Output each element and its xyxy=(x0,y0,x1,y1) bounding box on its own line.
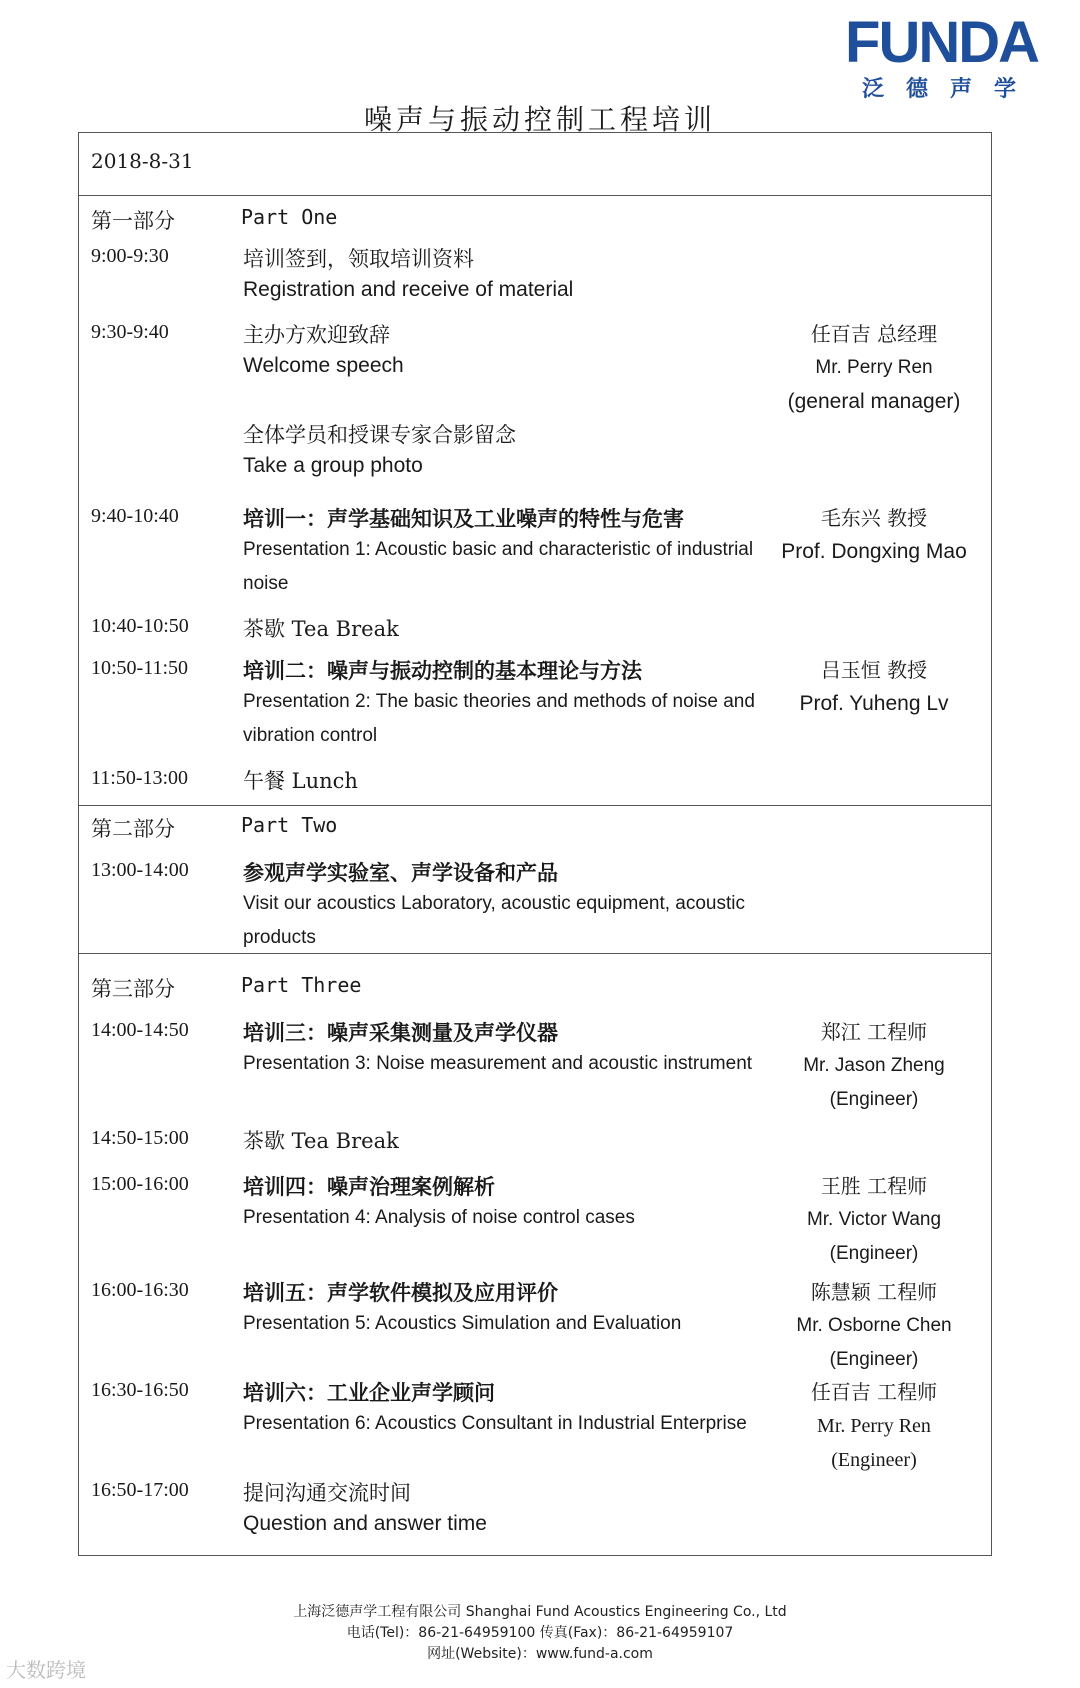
session-time: 15:00-16:00 xyxy=(91,1173,189,1195)
speaker-name-cn: 任百吉 工程师 xyxy=(810,1380,938,1404)
session-title-en: Presentation 1: Acoustic basic and characteristic of industrial noise xyxy=(243,539,754,594)
session-title-cn: 培训四：噪声治理案例解析 xyxy=(243,1174,495,1199)
session-time: 16:50-17:00 xyxy=(91,1479,189,1501)
speaker-role: (Engineer) xyxy=(829,1089,919,1110)
session-time: 14:50-15:00 xyxy=(91,1127,189,1149)
footer-phone: 电话(Tel)：86-21-64959100 传真(Fax)：86-21-64959107 xyxy=(346,1625,734,1641)
session-title-cn: 主办方欢迎致辞 xyxy=(243,323,390,347)
session-title-cn: 茶歇 Tea Break xyxy=(243,617,399,641)
part-two-cn: 第二部分 xyxy=(91,817,175,841)
divider xyxy=(79,805,991,806)
speaker xyxy=(769,1169,979,1271)
part-one-cn: 第一部分 xyxy=(91,209,175,233)
session-time: 10:40-10:50 xyxy=(91,615,189,637)
divider xyxy=(79,953,991,954)
session-title-en: Presentation 6: Acoustics Consultant in Industrial Enterprise xyxy=(243,1413,747,1434)
watermark: 大数跨境 xyxy=(6,1658,86,1682)
session-title-en: Presentation 5: Acoustics Simulation and Evaluation xyxy=(243,1313,682,1334)
session-title-cn: 培训签到，领取培训资料 xyxy=(243,247,474,271)
speaker-name-cn: 王胜 工程师 xyxy=(820,1174,928,1198)
session-title-en: Take a group photo xyxy=(243,454,423,477)
speaker-name-en: Mr. Jason Zheng xyxy=(803,1055,945,1076)
session-title-cn: 培训一：声学基础知识及工业噪声的特性与危害 xyxy=(243,506,684,531)
logo-wordmark: FUNDA xyxy=(845,10,1038,75)
speaker xyxy=(769,1015,979,1117)
footer-company: 上海泛德声学工程有限公司 Shanghai Fund Acoustics Engineering Co., Ltd xyxy=(293,1604,787,1620)
session-title-cn: 全体学员和授课专家合影留念 xyxy=(243,423,516,447)
divider xyxy=(79,195,991,196)
speaker-name-cn: 陈慧颖 工程师 xyxy=(810,1280,938,1304)
session-time: 9:40-10:40 xyxy=(91,505,179,527)
session-title-en: Presentation 4: Analysis of noise control cases xyxy=(243,1207,635,1228)
session-title-cn: 培训五：声学软件模拟及应用评价 xyxy=(243,1280,558,1305)
session-title-en: Registration and receive of material xyxy=(243,278,574,301)
speaker-name-cn: 任百吉 总经理 xyxy=(810,322,938,346)
session-title-en: Presentation 2: The basic theories and methods of noise and vibration control xyxy=(243,691,755,746)
funda-logo xyxy=(845,8,1038,102)
speaker-name-en: Mr. Osborne Chen xyxy=(796,1315,952,1336)
session-time: 14:00-14:50 xyxy=(91,1019,189,1041)
session-title-cn: 培训二：噪声与振动控制的基本理论与方法 xyxy=(243,658,642,683)
session-title-cn: 提问沟通交流时间 xyxy=(243,1481,411,1505)
speaker xyxy=(769,1375,979,1477)
session-title-cn: 参观声学实验室、声学设备和产品 xyxy=(243,860,558,885)
session-time: 11:50-13:00 xyxy=(91,767,189,789)
session-time: 9:00-9:30 xyxy=(91,245,169,267)
speaker xyxy=(769,317,979,419)
session-title-cn: 培训六：工业企业声学顾问 xyxy=(243,1380,495,1405)
session-title-cn: 午餐 Lunch xyxy=(243,769,358,793)
session-title-en: Question and answer time xyxy=(243,1512,487,1535)
speaker-name-en: Mr. Victor Wang xyxy=(806,1209,942,1230)
speaker-role: (Engineer) xyxy=(829,1349,919,1370)
page-title: 噪声与振动控制工程培训 xyxy=(363,103,716,136)
session-time: 16:00-16:30 xyxy=(91,1279,189,1301)
part-one-en: Part One xyxy=(241,205,338,229)
speaker-name-cn: 郑江 工程师 xyxy=(820,1020,928,1044)
footer-website[interactable]: 网址(Website)：www.fund-a.com xyxy=(427,1646,653,1662)
speaker-name-en: Prof. Dongxing Mao xyxy=(781,540,967,563)
logo-chinese: 泛德声学 xyxy=(861,77,1038,102)
session-title-en: Presentation 3: Noise measurement and acoustic instrument xyxy=(243,1053,753,1074)
session-time: 10:50-11:50 xyxy=(91,657,189,679)
speaker-role: (general manager) xyxy=(787,390,961,413)
schedule-table xyxy=(78,132,992,1556)
speaker-name-cn: 吕玉恒 教授 xyxy=(820,658,928,682)
session-title-en: Visit our acoustics Laboratory, acoustic equipment, acoustic products xyxy=(243,893,745,948)
speaker-name-en: Mr. Perry Ren xyxy=(815,357,933,378)
speaker-role: (Engineer) xyxy=(831,1449,917,1471)
speaker xyxy=(769,1275,979,1377)
part-three-en: Part Three xyxy=(241,973,362,997)
speaker-role: (Engineer) xyxy=(829,1243,919,1264)
speaker-name-cn: 毛东兴 教授 xyxy=(820,506,928,530)
speaker-name-en: Mr. Perry Ren xyxy=(817,1415,931,1437)
session-title-cn: 培训三：噪声采集测量及声学仪器 xyxy=(243,1020,558,1045)
session-time: 13:00-14:00 xyxy=(91,859,189,881)
speaker-name-en: Prof. Yuheng Lv xyxy=(799,692,949,715)
company-footer xyxy=(0,1602,1080,1665)
part-two-en: Part Two xyxy=(241,813,338,837)
schedule-date: 2018-8-31 xyxy=(91,149,194,173)
session-title-en: Welcome speech xyxy=(243,354,404,377)
part-three-cn: 第三部分 xyxy=(91,977,175,1001)
speaker xyxy=(769,653,979,721)
session-title-cn: 茶歇 Tea Break xyxy=(243,1129,399,1153)
session-time: 16:30-16:50 xyxy=(91,1379,189,1401)
speaker xyxy=(769,501,979,569)
session-time: 9:30-9:40 xyxy=(91,321,169,343)
